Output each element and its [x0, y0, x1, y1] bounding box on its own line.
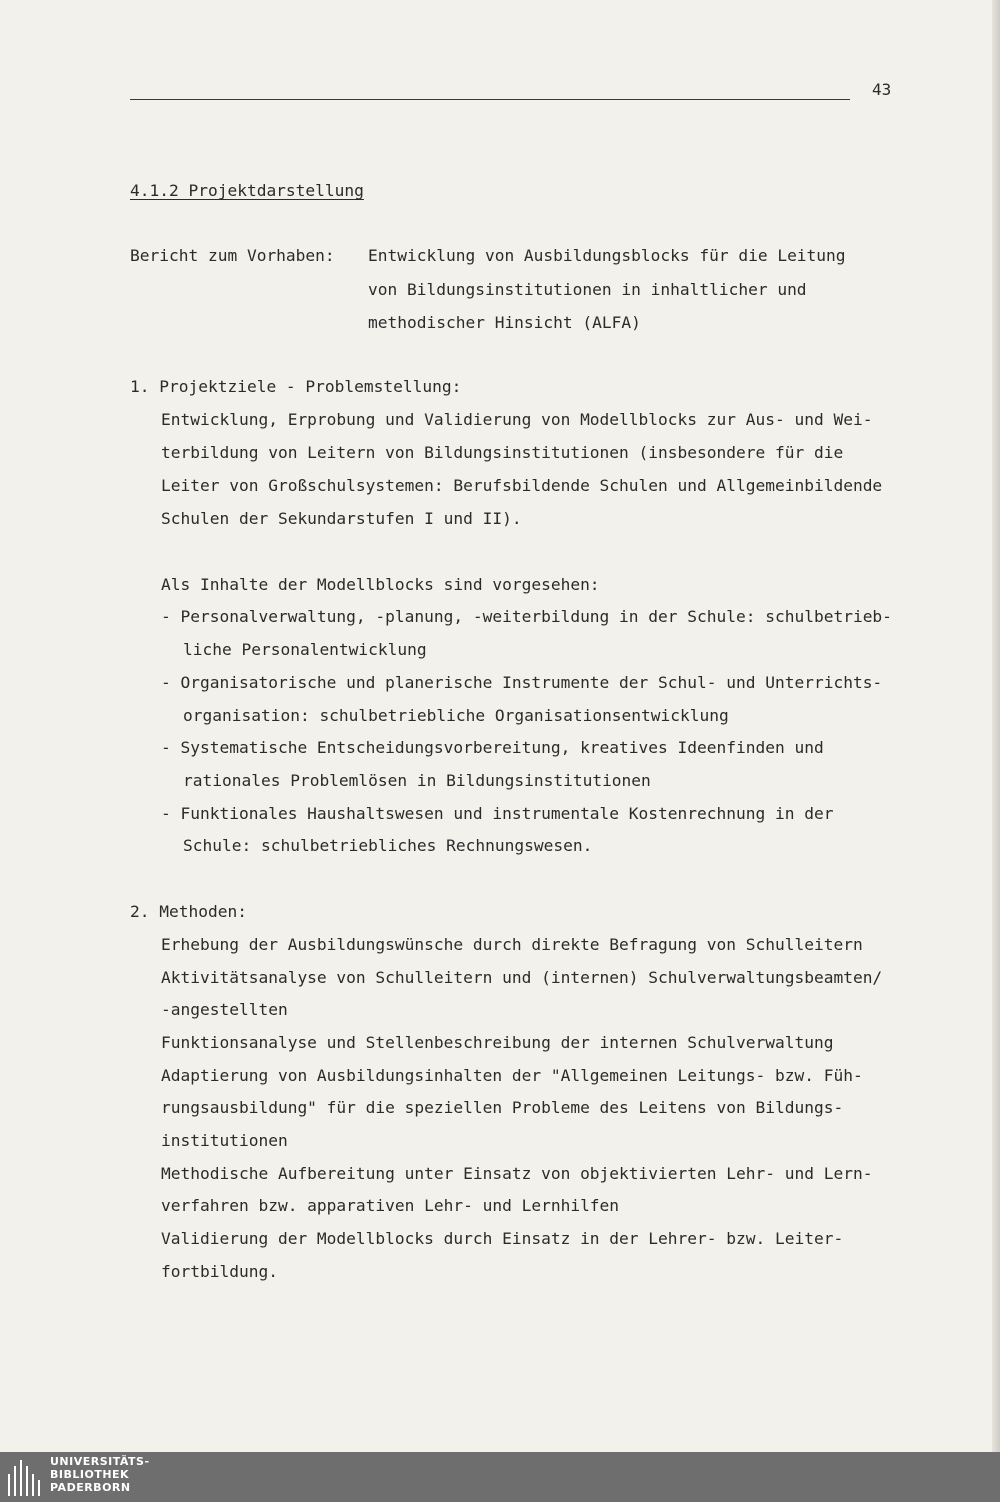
bullet-line: - Funktionales Haushaltswesen und instrumentale Kostenrechnung in der: [161, 804, 834, 823]
report-line: methodischer Hinsicht (ALFA): [368, 313, 641, 332]
report-line: Entwicklung von Ausbildungsblocks für die Leitung: [368, 246, 846, 265]
section2-heading: 2. Methoden:: [130, 902, 247, 921]
library-logo-icon: [8, 1460, 40, 1496]
body-line: Erhebung der Ausbildungswünsche durch direkte Befragung von Schulleitern: [161, 935, 863, 954]
bullet-continuation: rationales Problemlösen in Bildungsinstitutionen: [183, 771, 651, 790]
body-line: -angestellten: [161, 1000, 288, 1019]
bullet-line: - Organisatorische und planerische Instrumente der Schul- und Unterrichts-: [161, 673, 883, 692]
report-line: von Bildungsinstitutionen in inhaltlicher und: [368, 280, 807, 299]
body-line: institutionen: [161, 1131, 288, 1150]
page-number: 43: [872, 80, 892, 99]
bullet-continuation: liche Personalentwicklung: [183, 640, 427, 659]
body-line: Adaptierung von Ausbildungsinhalten der "Allgemeinen Leitungs- bzw. Füh-: [161, 1066, 863, 1085]
body-line: rungsausbildung" für die speziellen Probleme des Leitens von Bildungs-: [161, 1098, 844, 1117]
body-line: verfahren bzw. apparativen Lehr- und Lernhilfen: [161, 1196, 620, 1215]
section-title: 4.1.2 Projektdarstellung: [130, 181, 364, 200]
header-rule: [130, 99, 850, 100]
body-line: Aktivitätsanalyse von Schulleitern und (internen) Schulverwaltungsbeamten/: [161, 968, 883, 987]
body-line: Methodische Aufbereitung unter Einsatz von objektivierten Lehr- und Lern-: [161, 1164, 873, 1183]
bullet-line: - Personalverwaltung, -planung, -weiterbildung in der Schule: schulbetrieb-: [161, 607, 892, 626]
body-line: Leiter von Großschulsystemen: Berufsbildende Schulen und Allgemeinbildende: [161, 476, 883, 495]
logo-line: PADERBORN: [50, 1481, 131, 1494]
library-logo-text: [50, 1455, 150, 1494]
contents-heading: Als Inhalte der Modellblocks sind vorgesehen:: [161, 575, 600, 594]
section1-heading: 1. Projektziele - Problemstellung:: [130, 377, 462, 396]
bullet-continuation: organisation: schulbetriebliche Organisationsentwicklung: [183, 706, 729, 725]
logo-line: UNIVERSITÄTS-: [50, 1455, 150, 1468]
body-line: Entwicklung, Erprobung und Validierung von Modellblocks zur Aus- und Wei-: [161, 410, 873, 429]
bullet-line: - Systematische Entscheidungsvorbereitung, kreatives Ideenfinden und: [161, 738, 824, 757]
body-line: terbildung von Leitern von Bildungsinstitutionen (insbesondere für die: [161, 443, 844, 462]
bullet-continuation: Schule: schulbetriebliches Rechnungswesen.: [183, 836, 593, 855]
library-footer-bar: [0, 1452, 1000, 1502]
body-line: fortbildung.: [161, 1262, 278, 1281]
report-label: Bericht zum Vorhaben:: [130, 246, 335, 265]
page-edge: [992, 0, 1000, 1452]
body-line: Schulen der Sekundarstufen I und II).: [161, 509, 522, 528]
body-line: Funktionsanalyse und Stellenbeschreibung der internen Schulverwaltung: [161, 1033, 834, 1052]
body-line: Validierung der Modellblocks durch Einsatz in der Lehrer- bzw. Leiter-: [161, 1229, 844, 1248]
logo-line: BIBLIOTHEK: [50, 1468, 130, 1481]
